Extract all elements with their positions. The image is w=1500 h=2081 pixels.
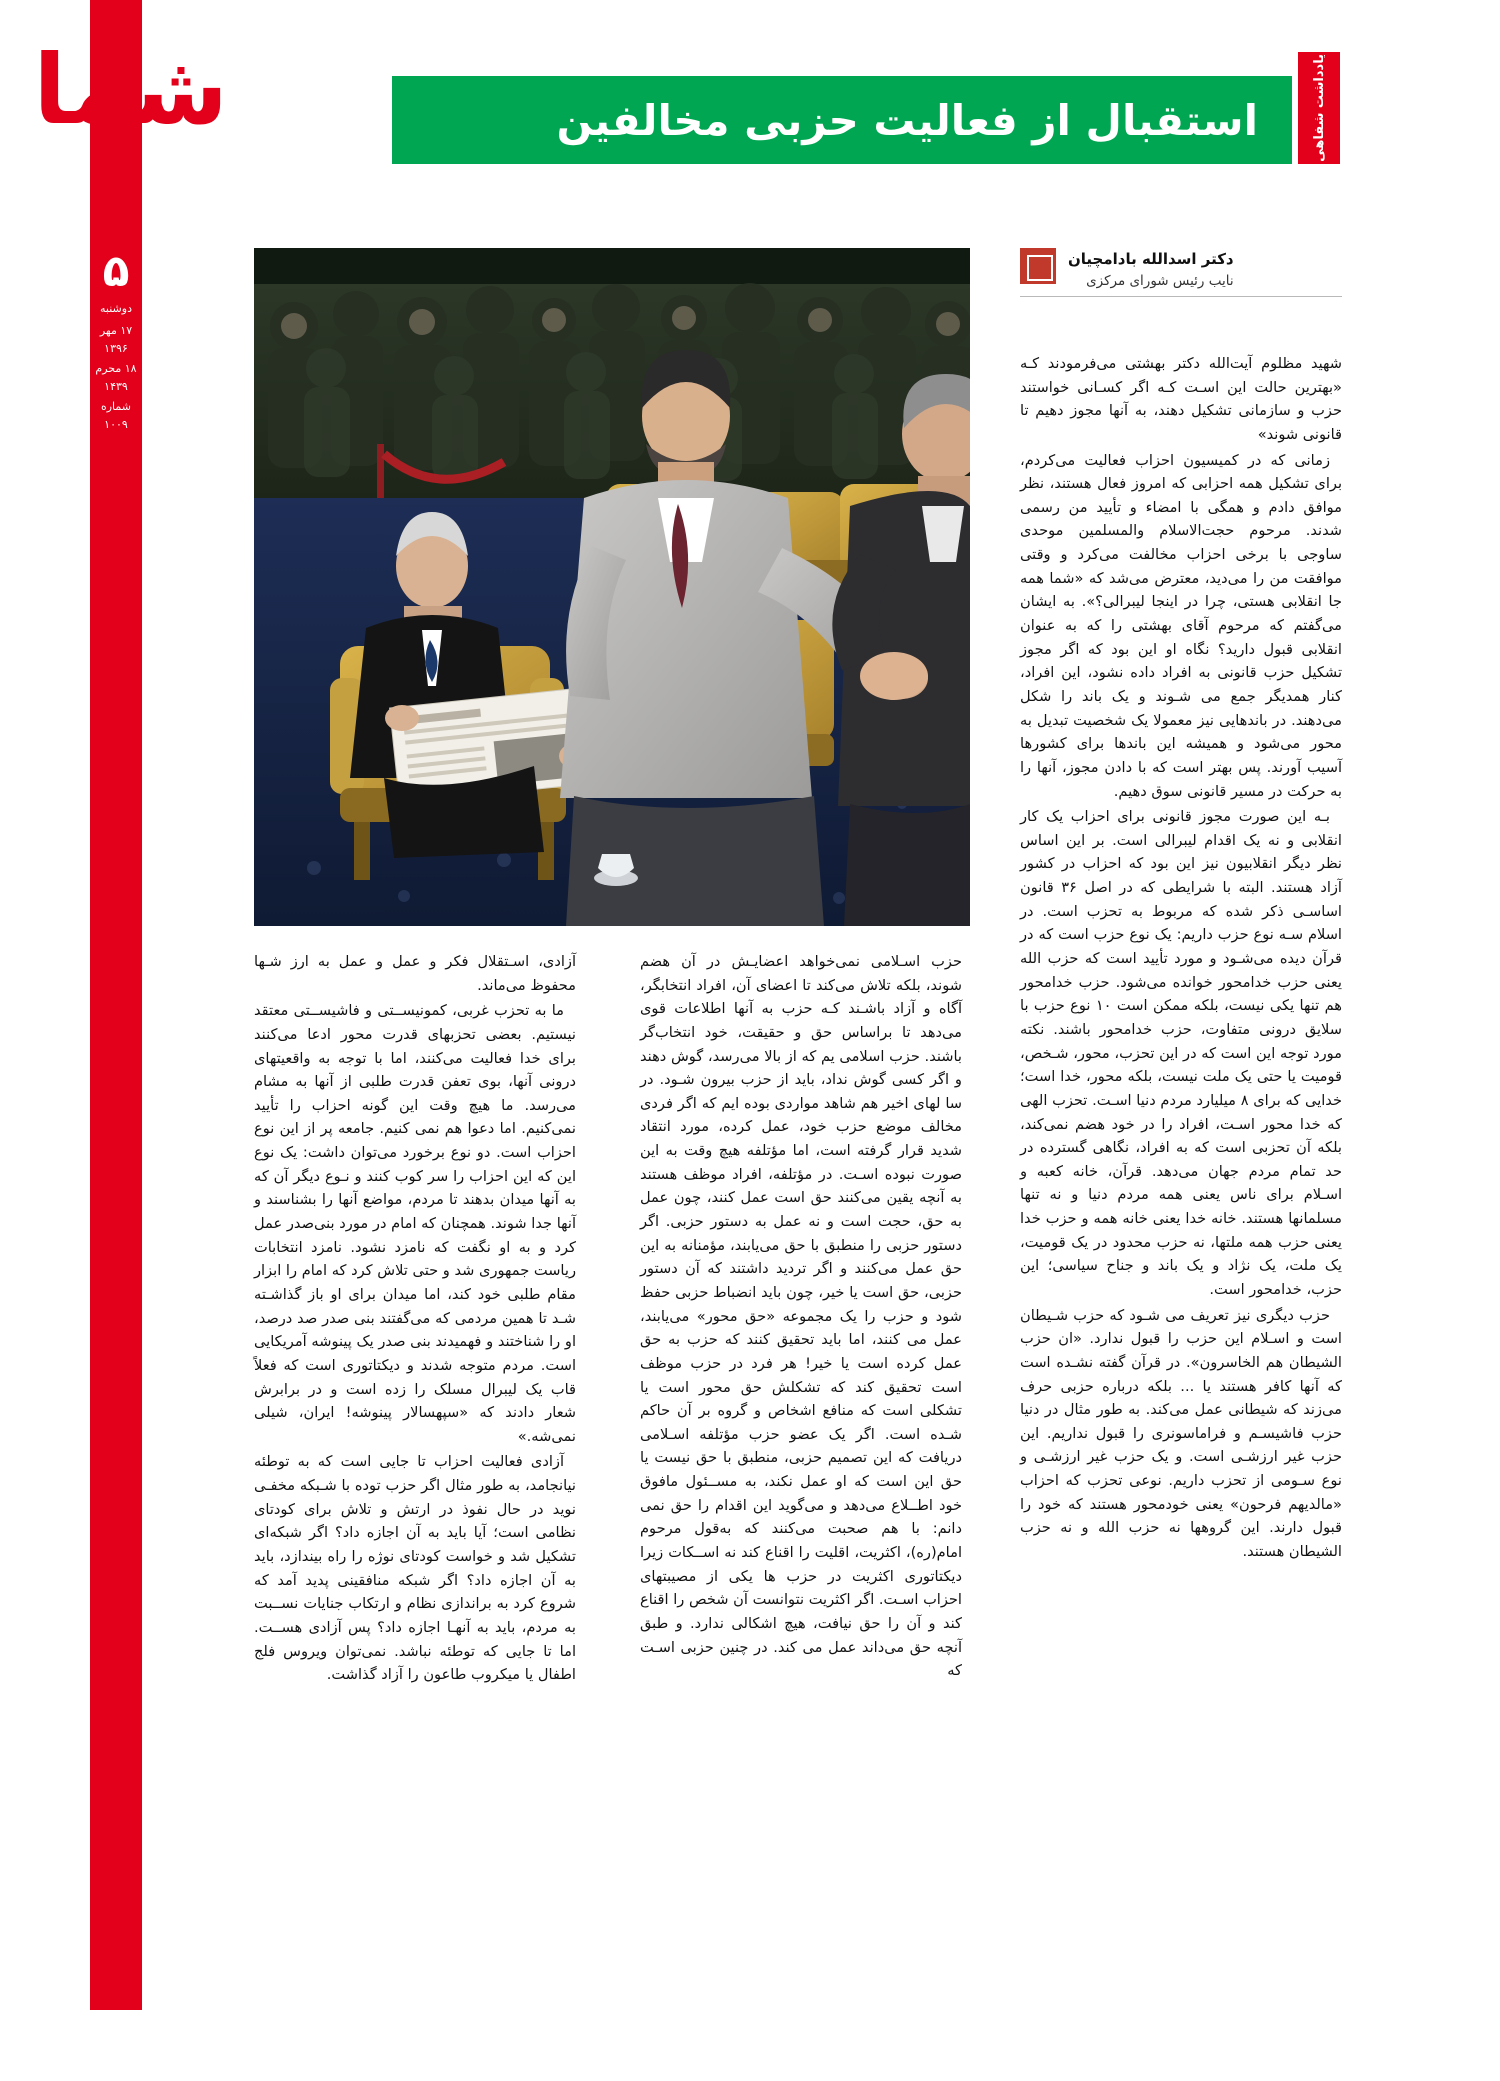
paragraph: ما به تحزب غربی، کمونیســتی و فاشیســتی معتقد نیستیم. بعضی تحزبهای قدرت محور ادعا می‌کنند برای خدا فعالیت می‌کنند، اما با توجه به واقعیتهای درونی آنها، بوی تعفن قدرت طلبی از آنها به مشام می‌رسد. ما هیچ وقت این گونه احزاب را تأیید نمی‌کنیم. اما دعوا هم نمی کنیم. جامعه پر از این نوع احزاب است. دو نوع برخورد می‌توان داشت: یک نوع این که این احزاب را سر کوب کنند و نـوع دیگر آن که به آنها میدان بدهند تا مردم، مواضع آنها را بشناسند و آنها جدا شوند. همچنان که امام در مورد بنی‌صدر عمل کرد و به او نگفت که نامزد نشود. نامزد انتخابات ریاست جمهوری شد و حتی تلاش کرد که امام را ابزار مقام طلبی خود کند، اما میدان برای او باز گذاشـته شـد تا همین مردمی که می‌گفتند بنی صدر صد درصد، او را شناختند و فهمیدند بنی صدر یک پینوشه آمریکایی است. مردم متوجه شدند و دیکتاتوری است که فعلاً قاب یک لیبرال مسلک را زده است و در برابرش شعار دادند که «سپهسالار پینوشه! ایران، شیلی نمی‌شه.» — [254, 1002, 576, 1445]
paragraph: شهید مظلوم آیت‌الله دکتر بهشتی می‌فرمودند کـه «بهترین حالت این اسـت کـه اگر کسـانی خواستند حزب و سازمانی تشکیل دهند، به آنها مجوز دهیم تا قانونی شوند» — [1020, 355, 1342, 443]
paragraph: حزب اسـلامی نمی‌خواهد اعضایـش در آن هضم شوند، بلکه تلاش می‌کند تا اعضای آن، افراد انتخابگر، آگاه و آزاد باشـند کـه حزب به آنها اطلاعات قوی می‌دهد تا براساس حق و حقیقت، خود انتخاب‌گر باشند. حزب اسلامی یم که از بالا می‌رسد، گوش دهند و اگر کسی گوش نداد، باید از حزب بیرون شـود. در سا لهای اخیر هم شاهد مواردی بوده ایم که اگر فردی مخالف موضع حزب خود، عمل کرده، مورد انتقاد شدید قرار گرفته است، اما مؤتلفه هیچ وقت به این صورت نبوده اسـت. در مؤتلفه، افراد موظف هستند به آنچه یقین می‌کنند حق است عمل کنند، چون عمل به حق، حجت است و نه عمل به دستور حزبی. اگر دستور حزبی را منطبق با حق می‌یابند، مؤمنانه به این حق عمل می‌کنند و اگر تردید داشتند که آن دستور حزبی، حق است یا خیر، چون باید انضباط حزبی حفظ شود و حزب را یک مجموعه «حق محور» می‌یابند، عمل می کنند، اما باید تحقیق کنند که حزب به حق عمل کرده است یا خیر! هر فرد در حزب موظف است تحقیق کند که تشکلش حق محور است یا تشکلی است که منافع اشخاص و گروه بر آن حاکم شـده است. اگر یک عضو حزب مؤتلفه اسـلامی دریافت که این تصمیم حزبی، منطبق با حق نیست یا حق این است که او عمل نکند، به مســئول مافوق خود اطــلاع می‌دهد و می‌گوید این اقدام را حق نمی دانم: با هم صحبت می‌کنند که به‌قول مرحوم امام(ره)، اکثریت، اقلیت را اقناع کند نه اســکات زیرا دیکتاتوری اکثریت در حزب ها یکی از مصیبتهای احزاب اسـت. اگر اکثریت نتوانست آن شخص را اقناع کند و آن را حق نیافت، هیچ اشکالی ندارد. و طبق آنچه حق می‌داند عمل می کند. در چنین حزبی اسـت که — [640, 953, 962, 1680]
paragraph: حزب دیگری نیز تعریف می شـود که حزب شـیطان است و اسـلام این حزب را قبول ندارد. «ان حزب الشیطان هم الخاسرون». در قرآن گفته نشـده است که آنها کافر هستند یا ... بلکه درباره حزبی حرف می‌زند که شیطانی عمل می‌کند. به طور مثال در دنیا حزب فاشیسـم و فراماسونری را قبول نداریم. این حزب غیر ارزشـی است. و یک حزب غیر ارزشـی و نوع سـومی از تحزب داریم. نوعی تحزب که احزاب «مالدیهم فرحون» یعنی خودمحور هستند که خود را قبول دارند. این گروهها نه حزب الله و نه حزب الشیطان هستند. — [1020, 1306, 1342, 1561]
paragraph: زمانی که در کمیسیون احزاب فعالیت می‌کردم، برای تشکیل همه احزابی که امروز فعال هستند، نظر موافق دادم و همگی با امضاء و تأیید من رسمی شدند. مرحوم حجت‌الاسلام والمسلمین موحدی ساوجی با برخی احزاب مخالفت می‌کرد و وقتی موافقت من را می‌دید، معترض می‌شد که «شما همه جا انقلابی هستی، چرا در اینجا لیبرالی؟». به ایشان می‌گفتم که مرحوم آقای بهشتی را که به عنوان انقلابی قبول دارید؟ نگاه او این بود که اگر مجوز تشکیل حزب قانونی به افراد داده نشود، این افراد، کنار همدیگر جمع می شـوند و یک باند را شکل می‌دهند. در باندهایی نیز معمولا یک شخصیت تبدیل به محور می‌شود و همیشه این باندها برای کشورها آسیب آورند. پس بهتر است که با دادن مجوز، آنها را به حرکت در مسیر قانونی سوق دهیم. — [1020, 451, 1342, 800]
paragraph: بـه این صورت مجوز قانونی برای احزاب یک کار انقلابی و نه یک اقدام لیبرالی است. بر این اساس نظر دیگر انقلابیون نیز این بود که احزاب در کشور آزاد هستند. البته با شرایطی که در اصل ۳۶ قانون اساسـی ذکر شده که مربوط به تحزب است. در اسلام سـه نوع حزب داریم: یک نوع حزب است که در قرآن دیده می‌شـود و مورد تأیید است که حزب الله یعنی حزب خدامحور خوانده می‌شود. حزب خدامحور هم تنها یکی نیست، بلکه ممکن است ۱۰ نوع حزب با سلایق درونی متفاوت، حزب خدامحور باشند. نکته مورد توجه این است که در این تحزب، محور، شـخص، قومیت یا حتی یک ملت نیست، بلکه محور، خدا است؛ خدایی که برای ۸ میلیارد مردم دنیا اسـت. تحزب الهی که خدا محور اسـت، افراد را در خود هضم نمی‌کند، بلکه آن تحزبی است که به افراد، نگاهی گسترده در حد تمام مردم جهان می‌دهد. قرآن، خانه کعبه و اسـلام برای ناس یعنی همه مردم دنیا و نه تنها مسلمانها هستند. خانه خدا یعنی خانه همه و حزب خدا یعنی حزب همه ملتها، نه حزب محدود در یک قومیت، یک ملت، یک نژاد و یک باند و جناح سیاسی؛ این حزب، خدامحور است. — [1020, 808, 1342, 1298]
article-column-left — [254, 950, 576, 2000]
section-kicker-tab — [1298, 52, 1340, 164]
author-name: دکتر اسدالله بادامچیان — [1068, 250, 1234, 268]
byline — [1020, 248, 1342, 292]
paragraph: آزادی فعالیت احزاب تا جایی است که به توطئه نیانجامد، به طور مثال اگر حزب توده با شـبکه مخفـی نوید در حال نفوذ در ارتش و تلاش برای کودتای نظامی است؛ آیا باید به آن اجازه داد؟ اگر شبکه‌ای تشکیل شد و خواست کودتای نوژه را راه بیندازد، باید به آن اجازه داد؟ اگر شبکه منافقینی پدید آمد که شروع کرد به براندازی نظام و ارتکاب جنایات نســبت به مردم، باید به آنهـا اجازه داد؟ پس آزادی هســت. اما تا جایی که توطئه نباشد. نمی‌توان ویروس فلج اطفال یا میکروب طاعون را آزاد گذاشت. — [254, 1453, 576, 1684]
page-number: ۵ — [102, 246, 130, 297]
article-column-right — [1020, 352, 1342, 2000]
rail-meta — [88, 246, 144, 434]
date-lunar: ۱۸ محرم ۱۴۳۹ — [95, 362, 137, 393]
paragraph: آزادی، اسـتقلال فکر و عمل و عمل به ارز شـها محفوظ می‌ماند. — [254, 953, 576, 994]
page-title: استقبال از فعالیت حزبی مخالفین — [556, 95, 1258, 145]
date-solar: ۱۷ مهر ۱۳۹۶ — [99, 324, 133, 355]
photo-svg — [254, 248, 970, 926]
parliament-hall-handshake-photo — [254, 248, 970, 926]
headline-banner — [392, 76, 1292, 164]
party-emblem-icon — [1020, 248, 1056, 284]
author-role: نایب رئیس شورای مرکزی — [1086, 272, 1234, 289]
masthead — [33, 34, 228, 202]
section-kicker-label: یادداشت شفاهی — [1311, 54, 1327, 162]
byline-divider — [1020, 296, 1342, 297]
article-column-middle — [640, 950, 962, 2000]
weekday-label: دوشنبه — [100, 302, 132, 315]
issue-number: شماره ۱۰۰۹ — [100, 400, 131, 431]
publication-logo: شما — [33, 34, 228, 146]
